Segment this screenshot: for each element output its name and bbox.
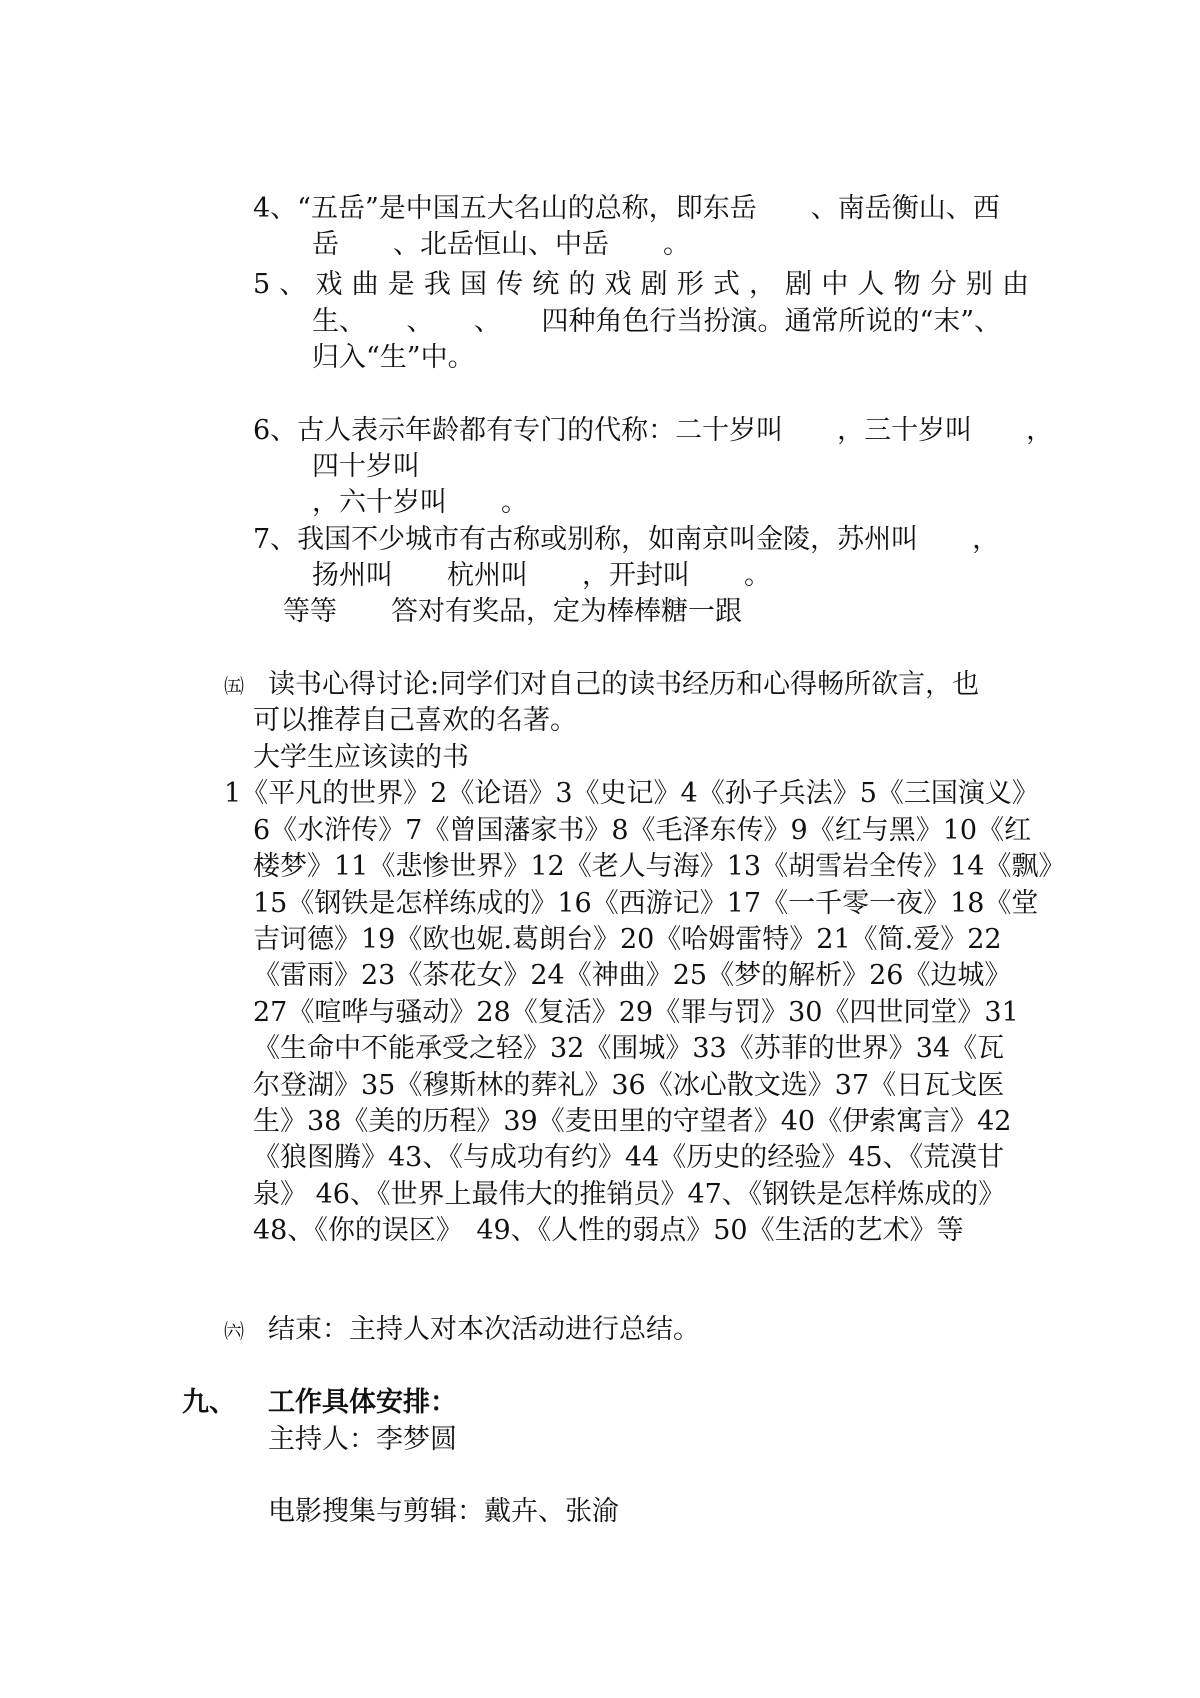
- book-list-line: 楼梦》11《悲惨世界》12《老人与海》13《胡雪岩全传》14《飘》: [253, 851, 1066, 882]
- quiz-q6-line3: ，六十岁叫 。: [312, 487, 528, 518]
- section5-marker: ㈤: [224, 674, 244, 698]
- book-list-line: 48、《你的误区》 49、《人性的弱点》50《生活的艺术》等: [253, 1215, 964, 1246]
- book-list-line: 生》38《美的历程》39《麦田里的守望者》40《伊索寓言》42: [253, 1106, 1012, 1137]
- section5-line2: 可以推荐自己喜欢的名著。: [253, 705, 577, 736]
- book-list-line: 尔登湖》35《穆斯林的葬礼》36《冰心散文选》37《日瓦戈医: [253, 1070, 1005, 1101]
- book-list-line: 15《钢铁是怎样练成的》16《西游记》17《一千零一夜》18《堂: [253, 888, 1039, 919]
- quiz-prize-line: 等等 答对有奖品，定为棒棒糖一跟: [283, 596, 742, 627]
- quiz-q6-line2: 四十岁叫: [312, 451, 420, 482]
- book-list-line: 吉诃德》19《欧也妮.葛朗台》20《哈姆雷特》21《简.爱》22: [253, 924, 1002, 955]
- section9-host: 主持人：李梦圆: [268, 1424, 457, 1455]
- book-list-line: 《雷雨》23《茶花女》24《神曲》25《梦的解析》26《边城》: [253, 960, 1012, 991]
- book-list-line: 27《喧哗与骚动》28《复活》29《罪与罚》30《四世同堂》31: [253, 997, 1019, 1028]
- quiz-q5-line1: 5、戏曲是我国传统的戏剧形式，剧中人物分别由: [253, 269, 1029, 300]
- book-list-line: 1《平凡的世界》2《论语》3《史记》4《孙子兵法》5《三国演义》: [224, 778, 1039, 809]
- book-list-line: 泉》 46、《世界上最伟大的推销员》47、《钢铁是怎样炼成的》: [253, 1179, 1006, 1210]
- book-list-line: 《生命中不能承受之轻》32《围城》33《苏菲的世界》34《瓦: [253, 1033, 1005, 1064]
- quiz-q4-line2: 岳 、北岳恒山、中岳 。: [312, 229, 690, 260]
- section9-film: 电影搜集与剪辑：戴卉、张渝: [268, 1496, 619, 1527]
- section5-subtitle: 大学生应该读的书: [253, 742, 469, 773]
- section6-marker: ㈥: [224, 1319, 244, 1343]
- section9-title: 工作具体安排：: [268, 1387, 457, 1418]
- quiz-q5-line3: 归入“生”中。: [312, 342, 475, 373]
- section9-number: 九、: [182, 1387, 236, 1418]
- quiz-q7-line1: 7、我国不少城市有古称或别称，如南京叫金陵，苏州叫 ，: [253, 524, 1000, 555]
- book-list-line: 《狼图腾》43、《与成功有约》44《历史的经验》45、《荒漠甘: [253, 1142, 1005, 1173]
- section6-text: 结束：主持人对本次活动进行总结。: [268, 1314, 700, 1345]
- quiz-q6-line1: 6、古人表示年龄都有专门的代称：二十岁叫 ，三十岁叫 ，: [253, 415, 1054, 446]
- section5-line1: 读书心得讨论:同学们对自己的读书经历和心得畅所欲言，也: [268, 669, 980, 700]
- quiz-q4-line1: 4、“五岳”是中国五大名山的总称，即东岳 、南岳衡山、西: [253, 193, 1000, 224]
- quiz-q5-line2: 生、 、 、 四种角色行当扮演。通常所说的“末”、: [312, 306, 1002, 337]
- quiz-q7-line2: 扬州叫 杭州叫 ，开封叫 。: [312, 560, 771, 591]
- book-list-line: 6《水浒传》7《曾国藩家书》8《毛泽东传》9《红与黑》10《红: [253, 815, 1032, 846]
